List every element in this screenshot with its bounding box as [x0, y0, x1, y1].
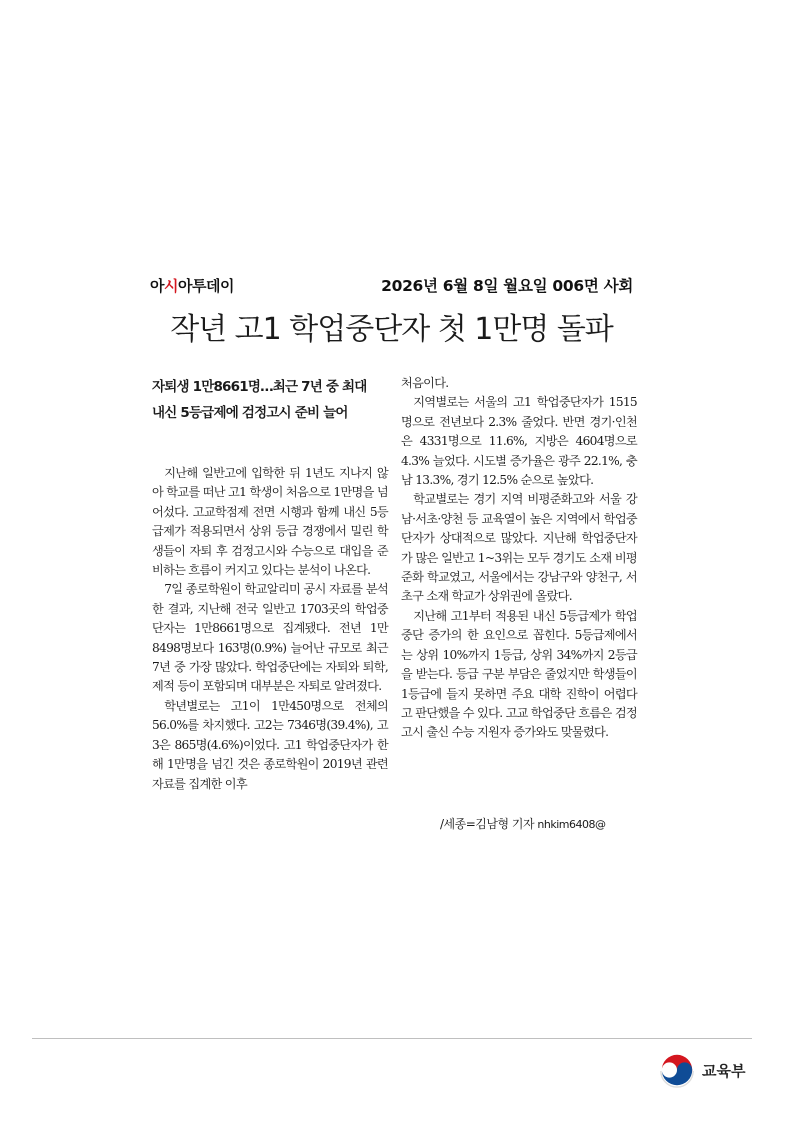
article-byline: [440, 815, 640, 834]
footer-divider: [32, 1038, 752, 1039]
body-paragraph: 지역별로는 서울의 고1 학업중단자가 1515명으로 전년보다 2.3% 줄었다. 반면 경기·인천은 4331명으로 11.6%, 지방은 4604명으로 4.3% 늘었다. 시도별 증가율은 광주 22.1%, 충남 13.3%, 경기 12.5% 순으로 높았다.: [401, 395, 637, 488]
publication-logo: [150, 275, 234, 296]
body-paragraph: 7일 종로학원이 학교알리미 공시 자료를 분석한 결과, 지난해 전국 일반고 1703곳의 학업중단자는 1만8661명으로 집계됐다. 전년 1만8498명보다 163명(0.9%) 늘어난 규모로 최근 7년 중 가장 많았다. 학업중단에는 자퇴와 퇴학, 제적 등이 포함되며 대부분은 자퇴로 알려졌다.: [152, 582, 388, 694]
body-paragraph: 학년별로는 고1이 1만450명으로 전체의 56.0%를 차지했다. 고2는 7346명(39.4%), 고3은 865명(4.6%)이었다. 고1 학업중단자가 한 해 1만명을 넘긴 것은 종로학원이 2019년 관련 자료를 집계한 이후: [152, 698, 388, 791]
masthead: [150, 272, 633, 298]
article-headline: 작년 고1 학업중단자 첫 1만명 돌파: [170, 312, 613, 347]
body-paragraph: 지난해 고1부터 적용된 내신 5등급제가 학업중단 증가의 한 요인으로 꼽힌다. 5등급제에서는 상위 10%까지 1등급, 상위 34%까지 2등급을 받는다. 등급 구분 부담은 줄었지만 학생들이 1등급에 들지 못하면 주요 대학 진학이 어렵다고 판단했을 수 있다. 고교 학업중단 흐름은 검정고시 출신 수능 지원자 증가와도 맞물렸다.: [401, 608, 637, 740]
ministry-name: 교육부: [702, 1061, 746, 1080]
body-paragraph: 지난해 일반고에 입학한 뒤 1년도 지나지 않아 학교를 떠난 고1 학생이 처음으로 1만명을 넘어섰다. 고교학점제 전면 시행과 함께 내신 5등급제가 적용되면서 상위 등급 경쟁에서 밀린 학생들이 자퇴 후 검정고시와 수능으로 대입을 준비하는 흐름이 커지고 있다는 분석이 나온다.: [152, 466, 388, 578]
body-paragraph-continuation: 처음이다.: [401, 376, 449, 390]
article-body-right: [401, 374, 637, 743]
subhead-line: 내신 5등급제에 검정고시 준비 늘어: [152, 405, 348, 421]
article-body-left: [152, 464, 388, 794]
article-subheads: [152, 374, 388, 426]
reporter-name: /세종=김남형 기자: [440, 817, 535, 831]
taegeuk-emblem-icon: [658, 1051, 696, 1089]
body-paragraph: 학교별로는 경기 지역 비평준화고와 서울 강남·서초·양천 등 교육열이 높은 지역에서 학업중단자가 상대적으로 많았다. 지난해 학업중단자가 많은 일반고 1~3위는 모두 경기도 소재 비평준화 학교였고, 서울에서는 강남구와 양천구, 서초구 소재 학교가 상위권에 올랐다.: [401, 492, 637, 604]
subhead-line: 자퇴생 1만8661명…최근 7년 중 최대: [152, 379, 367, 395]
issue-info: 2026년 6월 8일 월요일 006면 사회: [381, 277, 633, 295]
publication-name: 아시아투데이: [150, 276, 234, 295]
article-column-left: [152, 374, 388, 794]
ministry-logo: [658, 1050, 745, 1090]
reporter-email: nhkim6408@: [537, 818, 606, 831]
article-column-right: [401, 374, 637, 743]
